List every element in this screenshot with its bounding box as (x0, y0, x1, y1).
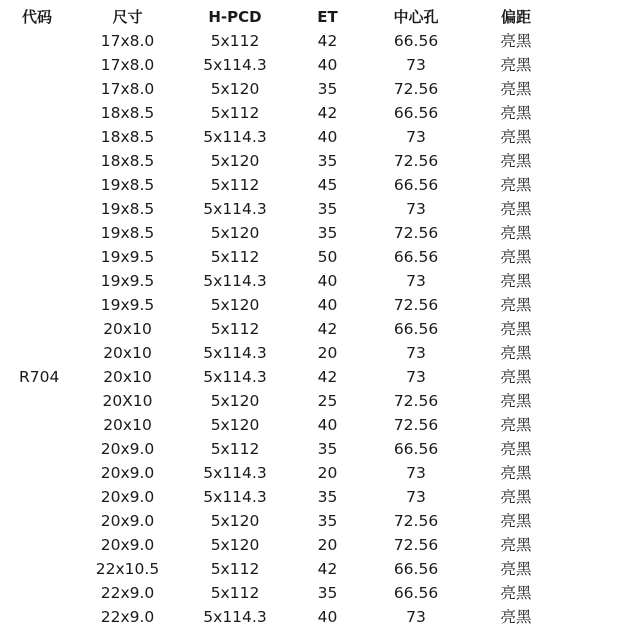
cell-center-hole: 73 (406, 488, 426, 506)
cell-code (0, 173, 80, 197)
cell-offset: 亮黑 (500, 128, 532, 146)
cell-code (0, 149, 80, 173)
table-body (0, 29, 560, 629)
cell-size: 18x8.5 (100, 104, 155, 122)
cell-et: 42 (317, 104, 338, 122)
table-row (0, 413, 560, 437)
cell-pcd: 5x112 (210, 32, 260, 50)
cell-code (0, 413, 80, 437)
cell-center-hole: 72.56 (393, 80, 439, 98)
cell-center-hole: 66.56 (393, 320, 439, 338)
cell-offset: 亮黑 (500, 152, 532, 170)
cell-pcd: 5x112 (210, 560, 260, 578)
cell-pcd: 5x112 (210, 584, 260, 602)
cell-center-hole: 73 (406, 464, 426, 482)
cell-code (0, 317, 80, 341)
cell-offset: 亮黑 (500, 272, 532, 290)
cell-code (0, 53, 80, 77)
cell-offset: 亮黑 (500, 392, 532, 410)
table-row (0, 269, 560, 293)
table-row (0, 293, 560, 317)
cell-et: 40 (317, 128, 338, 146)
cell-offset: 亮黑 (500, 32, 532, 50)
cell-center-hole: 73 (406, 344, 426, 362)
cell-center-hole: 72.56 (393, 152, 439, 170)
cell-size: 19x8.5 (100, 200, 155, 218)
cell-et: 40 (317, 272, 338, 290)
cell-code (0, 125, 80, 149)
cell-pcd: 5x120 (210, 152, 260, 170)
cell-center-hole: 72.56 (393, 416, 439, 434)
cell-et: 35 (317, 224, 338, 242)
cell-size: 20x10 (103, 416, 152, 434)
cell-size: 22x9.0 (100, 584, 155, 602)
cell-size: 20x9.0 (100, 464, 155, 482)
table-row (0, 245, 560, 269)
cell-center-hole: 72.56 (393, 536, 439, 554)
cell-et: 20 (317, 536, 338, 554)
cell-code (0, 605, 80, 629)
cell-offset: 亮黑 (500, 200, 532, 218)
wheel-spec-table (0, 5, 560, 629)
cell-et: 25 (317, 392, 338, 410)
cell-offset: 亮黑 (500, 536, 532, 554)
cell-size: 20x9.0 (100, 488, 155, 506)
cell-et: 35 (317, 584, 338, 602)
cell-center-hole: 73 (406, 200, 426, 218)
cell-size: 19x9.5 (100, 296, 155, 314)
cell-center-hole: 73 (406, 608, 426, 626)
cell-et: 40 (317, 296, 338, 314)
cell-code (0, 557, 80, 581)
cell-et: 35 (317, 80, 338, 98)
cell-et: 42 (317, 560, 338, 578)
cell-code (0, 485, 80, 509)
cell-code (0, 461, 80, 485)
cell-center-hole: 72.56 (393, 224, 439, 242)
cell-center-hole: 66.56 (393, 104, 439, 122)
cell-pcd: 5x120 (210, 392, 260, 410)
cell-pcd: 5x114.3 (203, 464, 267, 482)
cell-size: 20x10 (103, 320, 152, 338)
cell-code (0, 293, 80, 317)
cell-code (0, 341, 80, 365)
table-row (0, 101, 560, 125)
cell-et: 20 (317, 344, 338, 362)
cell-offset: 亮黑 (500, 320, 532, 338)
cell-size: 17x8.0 (100, 32, 155, 50)
header-offset: 偏距 (500, 8, 531, 26)
cell-size: 17x8.0 (100, 80, 155, 98)
header-code: 代码 (22, 8, 53, 26)
table-row (0, 605, 560, 629)
cell-offset: 亮黑 (500, 344, 532, 362)
cell-size: 20x9.0 (100, 440, 155, 458)
cell-size: 20X10 (102, 392, 153, 410)
cell-size: 22x9.0 (100, 608, 155, 626)
cell-center-hole: 73 (406, 272, 426, 290)
cell-et: 35 (317, 200, 338, 218)
table-row (0, 437, 560, 461)
cell-pcd: 5x112 (210, 248, 260, 266)
cell-offset: 亮黑 (500, 584, 532, 602)
cell-et: 40 (317, 608, 338, 626)
cell-code (0, 533, 80, 557)
cell-center-hole: 66.56 (393, 176, 439, 194)
cell-et: 35 (317, 512, 338, 530)
cell-et: 40 (317, 56, 338, 74)
cell-pcd: 5x112 (210, 176, 260, 194)
cell-offset: 亮黑 (500, 104, 532, 122)
header-size: 尺寸 (112, 8, 143, 26)
header-et: ET (317, 8, 338, 26)
cell-center-hole: 72.56 (393, 392, 439, 410)
cell-center-hole: 66.56 (393, 440, 439, 458)
cell-size: 19x8.5 (100, 176, 155, 194)
cell-code: R704 (19, 368, 60, 386)
cell-pcd: 5x114.3 (203, 272, 267, 290)
cell-offset: 亮黑 (500, 488, 532, 506)
cell-et: 35 (317, 440, 338, 458)
table-row (0, 29, 560, 53)
table-row (0, 221, 560, 245)
cell-offset: 亮黑 (500, 608, 532, 626)
cell-et: 50 (317, 248, 338, 266)
cell-pcd: 5x112 (210, 320, 260, 338)
cell-offset: 亮黑 (500, 512, 532, 530)
cell-center-hole: 73 (406, 56, 426, 74)
cell-code (0, 437, 80, 461)
table-row (0, 317, 560, 341)
cell-pcd: 5x114.3 (203, 200, 267, 218)
cell-pcd: 5x114.3 (203, 344, 267, 362)
cell-size: 22x10.5 (95, 560, 160, 578)
table-row (0, 461, 560, 485)
cell-offset: 亮黑 (500, 368, 532, 386)
cell-center-hole: 73 (406, 368, 426, 386)
header-pcd: H-PCD (208, 8, 262, 26)
cell-code (0, 221, 80, 245)
table-row (0, 197, 560, 221)
cell-offset: 亮黑 (500, 176, 532, 194)
table-row (0, 533, 560, 557)
cell-size: 20x10 (103, 344, 152, 362)
cell-pcd: 5x114.3 (203, 128, 267, 146)
cell-size: 18x8.5 (100, 128, 155, 146)
cell-code (0, 581, 80, 605)
cell-size: 19x9.5 (100, 248, 155, 266)
cell-pcd: 5x120 (210, 536, 260, 554)
cell-pcd: 5x112 (210, 440, 260, 458)
cell-et: 42 (317, 368, 338, 386)
cell-pcd: 5x112 (210, 104, 260, 122)
header-row (0, 5, 560, 29)
cell-center-hole: 73 (406, 128, 426, 146)
cell-size: 19x9.5 (100, 272, 155, 290)
cell-pcd: 5x120 (210, 512, 260, 530)
cell-pcd: 5x120 (210, 296, 260, 314)
table-row (0, 365, 560, 389)
cell-et: 20 (317, 464, 338, 482)
cell-code (0, 389, 80, 413)
cell-offset: 亮黑 (500, 224, 532, 242)
table-row (0, 485, 560, 509)
cell-size: 17x8.0 (100, 56, 155, 74)
cell-center-hole: 66.56 (393, 560, 439, 578)
table-row (0, 389, 560, 413)
table-row (0, 149, 560, 173)
cell-center-hole: 66.56 (393, 32, 439, 50)
cell-offset: 亮黑 (500, 416, 532, 434)
cell-pcd: 5x114.3 (203, 368, 267, 386)
cell-et: 42 (317, 320, 338, 338)
cell-size: 20x9.0 (100, 536, 155, 554)
cell-code (0, 77, 80, 101)
table-row (0, 53, 560, 77)
table-row (0, 509, 560, 533)
cell-offset: 亮黑 (500, 248, 532, 266)
cell-pcd: 5x120 (210, 416, 260, 434)
table-row (0, 581, 560, 605)
cell-size: 19x8.5 (100, 224, 155, 242)
cell-offset: 亮黑 (500, 296, 532, 314)
cell-size: 18x8.5 (100, 152, 155, 170)
cell-pcd: 5x114.3 (203, 608, 267, 626)
cell-code (0, 101, 80, 125)
header-center-hole: 中心孔 (393, 8, 439, 26)
cell-et: 35 (317, 488, 338, 506)
table-row (0, 125, 560, 149)
table-row (0, 341, 560, 365)
cell-et: 35 (317, 152, 338, 170)
cell-center-hole: 72.56 (393, 296, 439, 314)
cell-pcd: 5x114.3 (203, 56, 267, 74)
table-row (0, 557, 560, 581)
cell-et: 40 (317, 416, 338, 434)
cell-size: 20x9.0 (100, 512, 155, 530)
cell-offset: 亮黑 (500, 560, 532, 578)
cell-offset: 亮黑 (500, 80, 532, 98)
cell-center-hole: 72.56 (393, 512, 439, 530)
cell-pcd: 5x114.3 (203, 488, 267, 506)
cell-code (0, 245, 80, 269)
cell-offset: 亮黑 (500, 56, 532, 74)
cell-code (0, 509, 80, 533)
cell-center-hole: 66.56 (393, 584, 439, 602)
cell-code (0, 269, 80, 293)
cell-center-hole: 66.56 (393, 248, 439, 266)
table-row (0, 173, 560, 197)
cell-et: 42 (317, 32, 338, 50)
cell-offset: 亮黑 (500, 440, 532, 458)
table-row (0, 77, 560, 101)
cell-size: 20x10 (103, 368, 152, 386)
cell-pcd: 5x120 (210, 224, 260, 242)
cell-pcd: 5x120 (210, 80, 260, 98)
cell-code (0, 29, 80, 53)
cell-offset: 亮黑 (500, 464, 532, 482)
cell-et: 45 (317, 176, 338, 194)
cell-code (0, 197, 80, 221)
